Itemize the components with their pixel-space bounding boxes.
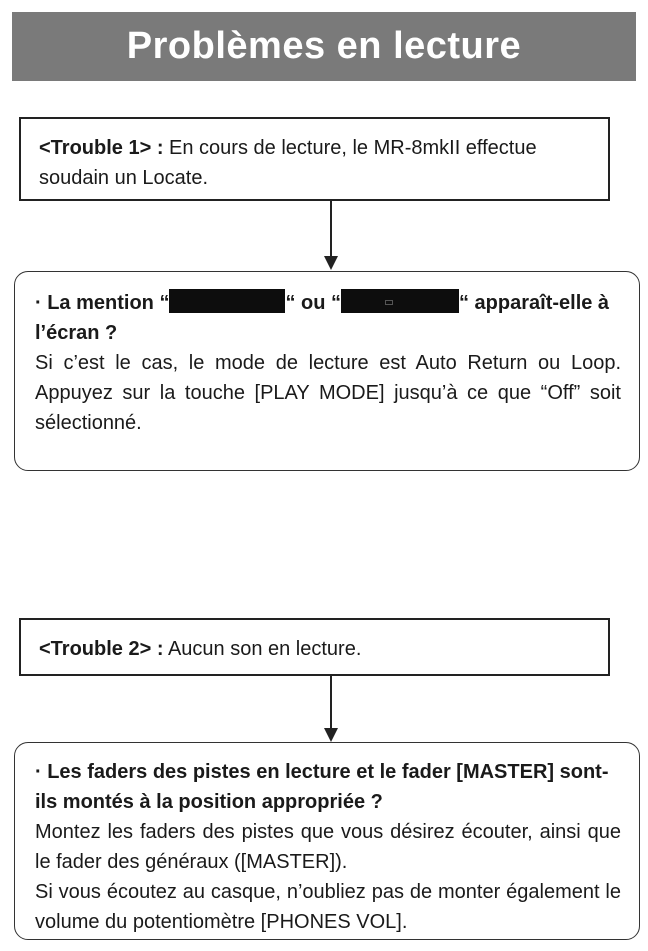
answer-1-box <box>14 271 640 471</box>
answer-1-body: Si c’est le cas, le mode de lecture est Auto Return ou Loop. Appuyez sur la touche [PLAY MODE] jusqu’à ce que “Off” soit sélectionné. <box>35 352 621 434</box>
answer-1-question-part2: “ ou “ <box>285 292 341 314</box>
answer-1-question-part3: “ apparaît-elle à l’écran ? <box>35 292 610 344</box>
trouble-2-tag: <Trouble 2> : <box>39 638 164 660</box>
trouble-2-box <box>19 618 610 676</box>
answer-1-question-part1: · La mention “ <box>35 292 170 314</box>
answer-2-question: · Les faders des pistes en lecture et le fader [MASTER] sont-ils montés à la position appropriée ? <box>35 761 609 813</box>
arrow-down-icon <box>324 676 338 743</box>
trouble-2-text: Aucun son en lecture. <box>163 638 362 660</box>
trouble-1-text: En cours de lecture, le MR-8mkII effectue soudain un Locate. <box>39 137 537 189</box>
arrow-down-icon <box>324 201 338 271</box>
answer-2-body-1: Montez les faders des pistes que vous désirez écouter, ainsi que le fader des généraux ([MASTER]). <box>35 821 621 873</box>
page-title: Problèmes en lecture <box>126 25 522 67</box>
trouble-1-box <box>19 117 610 201</box>
answer-2-box <box>14 742 640 940</box>
lcd-display-image-1 <box>169 289 285 313</box>
trouble-1-tag: <Trouble 1> : <box>39 137 164 159</box>
answer-2-body-2: Si vous écoutez au casque, n’oubliez pas de monter également le volume du potentiomètre [PHONES VOL]. <box>35 881 621 933</box>
lcd-display-image-2 <box>341 289 459 313</box>
page-title-banner <box>12 12 636 81</box>
answer-1-question <box>35 288 621 348</box>
